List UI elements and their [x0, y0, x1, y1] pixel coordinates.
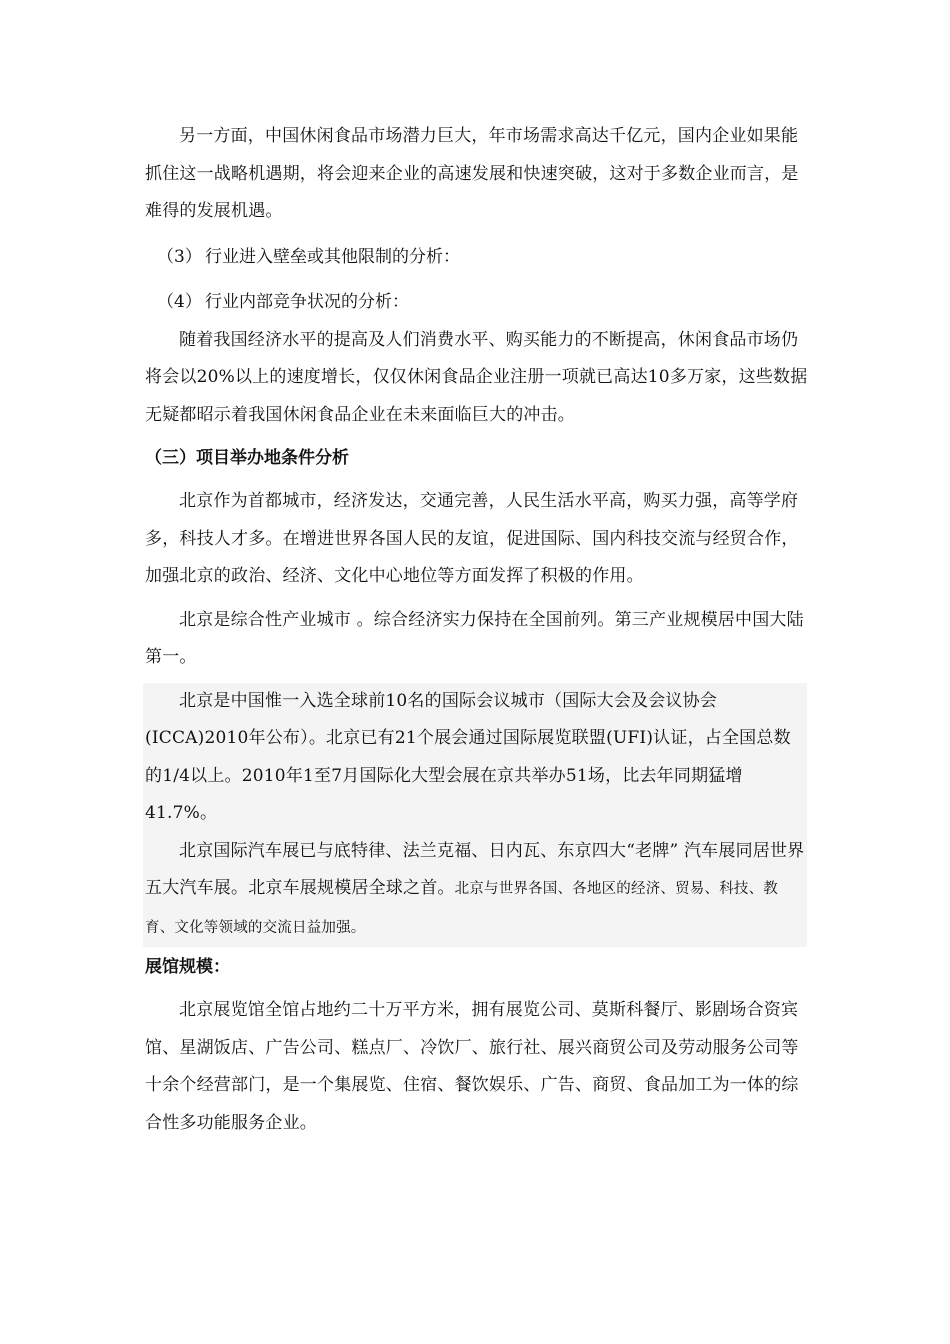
paragraph-exhibition-hall: 北京展览馆全馆占地约二十万平方米，拥有展览公司、莫斯科餐厅、影剧场合资宾馆、星湖饭店、广告公司、糕点厂、冷饮厂、旅行社、展兴商贸公司及劳动服务公司等十余个经营部门，是一个集展览、住宿、餐饮娱乐、广告、商贸、食品加工为一体的综合性多功能服务企业。: [145, 1000, 799, 1133]
list-item-text: 行业内部竞争状况的分析：: [205, 292, 409, 312]
list-item-number: （3）: [157, 246, 202, 267]
auto-show-text: 北京国际汽车展已与底特律、法兰克福、日内瓦、东京四大“老牌” 汽车展同居世界五大汽车展。北京车展规模居全球之首。: [145, 840, 805, 898]
paragraph-beijing-capital: 北京作为首都城市，经济发达，交通完善，人民生活水平高，购买力强，高等学府多，科技人才多。在增进世界各国人民的友谊，促进国际、国内科技交流与经贸合作，加强北京的政治、经济、文化中心地位等方面发挥了积极的作用。: [145, 491, 799, 586]
document-body: [145, 118, 815, 1142]
shaded-block: [143, 683, 807, 948]
list-item-number: （4）: [157, 292, 202, 312]
exchange-text: 北京与世界各国、各地区的经济、贸易、科技、教育、文化等领域的交流日益加强。: [145, 881, 779, 936]
section-heading-venue-conditions: （三）项目举办地条件分析: [145, 448, 349, 468]
paragraph-beijing-conferences: 北京是中国惟一入选全球前10名的国际会议城市（国际大会及会议协会(ICCA)2010年公布）。北京已有21个展会通过国际展览联盟(UFI)认证，占全国总数的1/4以上。2010年1至7月国际化大型会展在京共举办51场，比去年同期猛增41.7%。: [145, 690, 791, 823]
section-heading-venue-scale: 展馆规模：: [145, 957, 230, 977]
list-item-entry-barriers: [145, 239, 815, 277]
list-item-text: 行业进入壁垒或其他限制的分析：: [205, 246, 460, 267]
list-item-competition: [145, 284, 815, 322]
paragraph-market-potential: 另一方面，中国休闲食品市场潜力巨大，年市场需求高达千亿元，国内企业如果能抓住这一战略机遇期，将会迎来企业的高速发展和快速突破，这对于多数企业而言，是难得的发展机遇。: [145, 126, 799, 221]
paragraph-beijing-industry: 北京是综合性产业城市 。综合经济实力保持在全国前列。第三产业规模居中国大陆第一。: [145, 609, 804, 667]
paragraph-beijing-auto-show: [145, 833, 807, 948]
paragraph-growth: 随着我国经济水平的提高及人们消费水平、购买能力的不断提高，休闲食品市场仍将会以20%以上的速度增长，仅仅休闲食品企业注册一项就已高达10多万家，这些数据无疑都昭示着我国休闲食品企业在未来面临巨大的冲击。: [145, 329, 808, 425]
